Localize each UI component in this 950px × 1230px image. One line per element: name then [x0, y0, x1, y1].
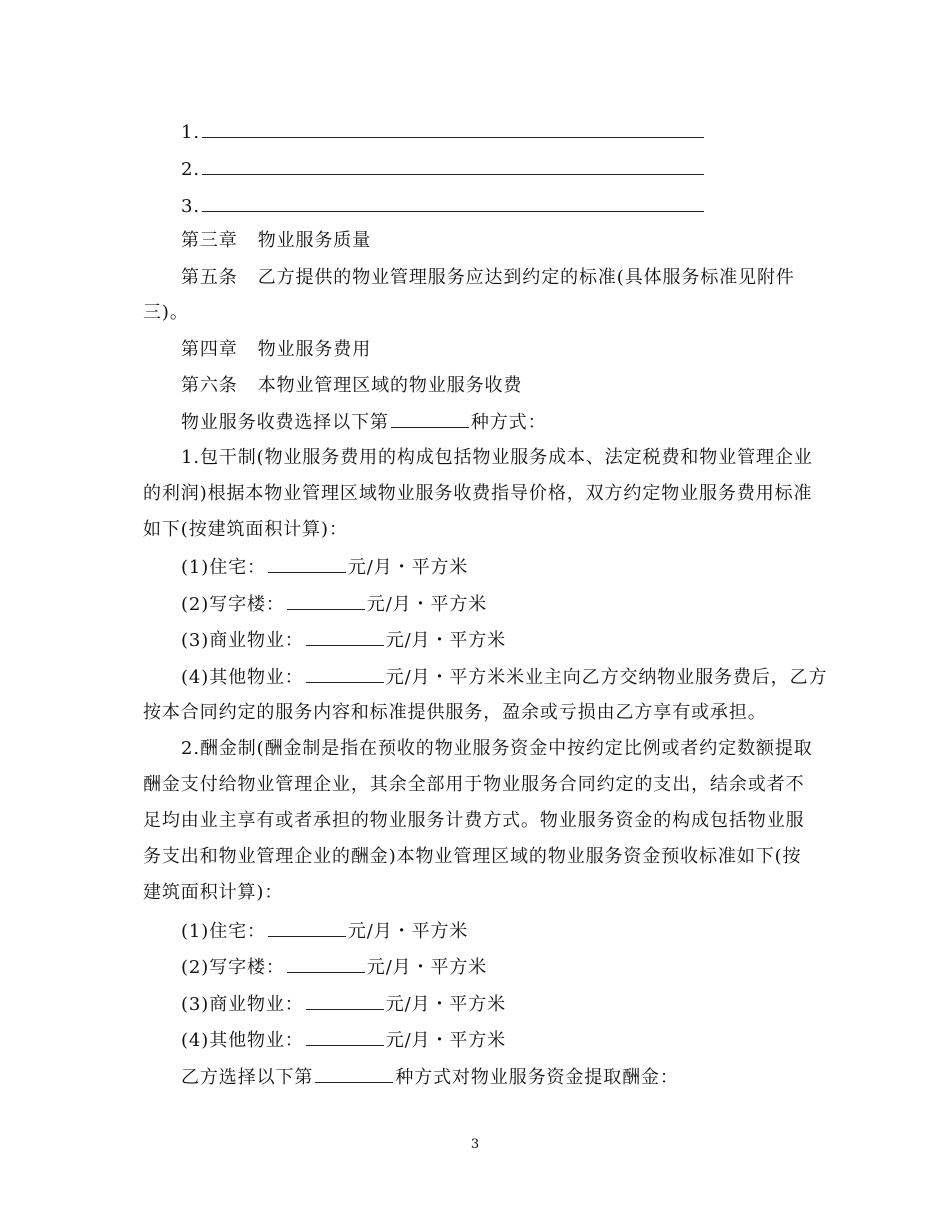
paragraph-line: 1.包干制(物业服务费用的构成包括物业服务成本、法定税费和物业管理企业: [181, 447, 813, 468]
article-label: 第六条: [181, 375, 238, 396]
fee-line: [181, 666, 851, 689]
page-number: 3: [470, 1137, 480, 1152]
article-line: [181, 267, 851, 289]
fee-unit: 元/月・平方米: [385, 994, 507, 1015]
blank-line: [202, 195, 704, 212]
blank-field: [306, 993, 384, 1010]
blank-field: [306, 629, 384, 646]
fee-label: (4)其他物业：: [181, 1030, 304, 1051]
paragraph-line: 如下(按建筑面积计算)：: [143, 519, 348, 540]
article-text: 三)。: [143, 302, 189, 323]
fee-line: [181, 993, 851, 1016]
choice-line: [181, 1066, 851, 1089]
fee-label: (3)商业物业：: [181, 994, 304, 1015]
chapter-label: 第三章: [181, 230, 238, 251]
fee-line: [181, 920, 851, 943]
fee-unit: 元/月・平方米: [347, 557, 469, 578]
article-label: 第五条: [181, 267, 238, 288]
choice-text: 种方式对物业服务资金提取酬金：: [395, 1067, 679, 1088]
choice-line: [181, 411, 851, 434]
article-line: [181, 375, 851, 397]
fee-label: (4)其他物业：: [181, 667, 304, 688]
article-text: 本物业管理区域的物业服务收费: [257, 375, 523, 396]
fee-unit: 元/月・平方米米业主向乙方交纳物业服务费后，乙方: [385, 667, 828, 688]
paragraph-line: 建筑面积计算)：: [143, 882, 284, 903]
fee-label: (1)住宅：: [181, 557, 266, 578]
chapter-heading: [181, 339, 851, 361]
paragraph-line: 的利润)根据本物业管理区域物业服务收费指导价格，双方约定物业服务费用标准: [143, 483, 813, 504]
blank-field: [268, 920, 346, 937]
chapter-heading: [181, 230, 851, 252]
fee-label: (2)写字楼：: [181, 594, 285, 615]
fee-unit: 元/月・平方米: [366, 594, 488, 615]
list-number: 2.: [181, 159, 200, 180]
fee-line: [181, 956, 851, 979]
blank-field: [391, 411, 469, 428]
list-item: [181, 121, 851, 144]
paragraph-line: 2.酬金制(酬金制是指在预收的物业服务资金中按约定比例或者约定数额提取: [181, 738, 813, 759]
blank-field: [315, 1066, 393, 1083]
blank-line: [202, 121, 704, 138]
blank-field: [268, 556, 346, 573]
fee-label: (1)住宅：: [181, 921, 266, 942]
fee-unit: 元/月・平方米: [366, 957, 488, 978]
choice-text: 物业服务收费选择以下第: [181, 412, 389, 433]
fee-unit: 元/月・平方米: [385, 630, 507, 651]
paragraph-line: 务支出和物业管理企业的酬金)本物业管理区域的物业服务资金预收标准如下(按: [143, 846, 802, 867]
blank-field: [287, 593, 365, 610]
fee-label: (2)写字楼：: [181, 957, 285, 978]
choice-text: 种方式：: [470, 412, 547, 433]
fee-unit: 元/月・平方米: [347, 921, 469, 942]
paragraph-line: 足均由业主享有或者承担的物业服务计费方式。物业服务资金的构成包括物业服: [143, 810, 805, 831]
fee-label: (3)商业物业：: [181, 630, 304, 651]
list-number: 3.: [181, 196, 200, 217]
chapter-title: 物业服务费用: [257, 339, 372, 360]
fee-line: [181, 629, 851, 652]
blank-field: [306, 1029, 384, 1046]
fee-line: [181, 1029, 851, 1052]
paragraph-line: 按本合同约定的服务内容和标准提供服务，盈余或亏损由乙方享有或承担。: [143, 702, 767, 723]
choice-text: 乙方选择以下第: [181, 1067, 314, 1088]
chapter-label: 第四章: [181, 339, 238, 360]
article-line: [143, 302, 813, 324]
blank-field: [306, 666, 384, 683]
article-text: 乙方提供的物业管理服务应达到约定的标准(具体服务标准见附件: [257, 267, 795, 288]
blank-line: [202, 158, 704, 175]
list-item: [181, 195, 851, 218]
chapter-title: 物业服务质量: [257, 230, 372, 251]
blank-field: [287, 956, 365, 973]
list-item: [181, 158, 851, 181]
fee-line: [181, 556, 851, 579]
fee-unit: 元/月・平方米: [385, 1030, 507, 1051]
paragraph-line: 酬金支付给物业管理企业，其余全部用于物业服务合同约定的支出，结余或者不: [143, 774, 805, 795]
fee-line: [181, 593, 851, 616]
list-number: 1.: [181, 122, 200, 143]
